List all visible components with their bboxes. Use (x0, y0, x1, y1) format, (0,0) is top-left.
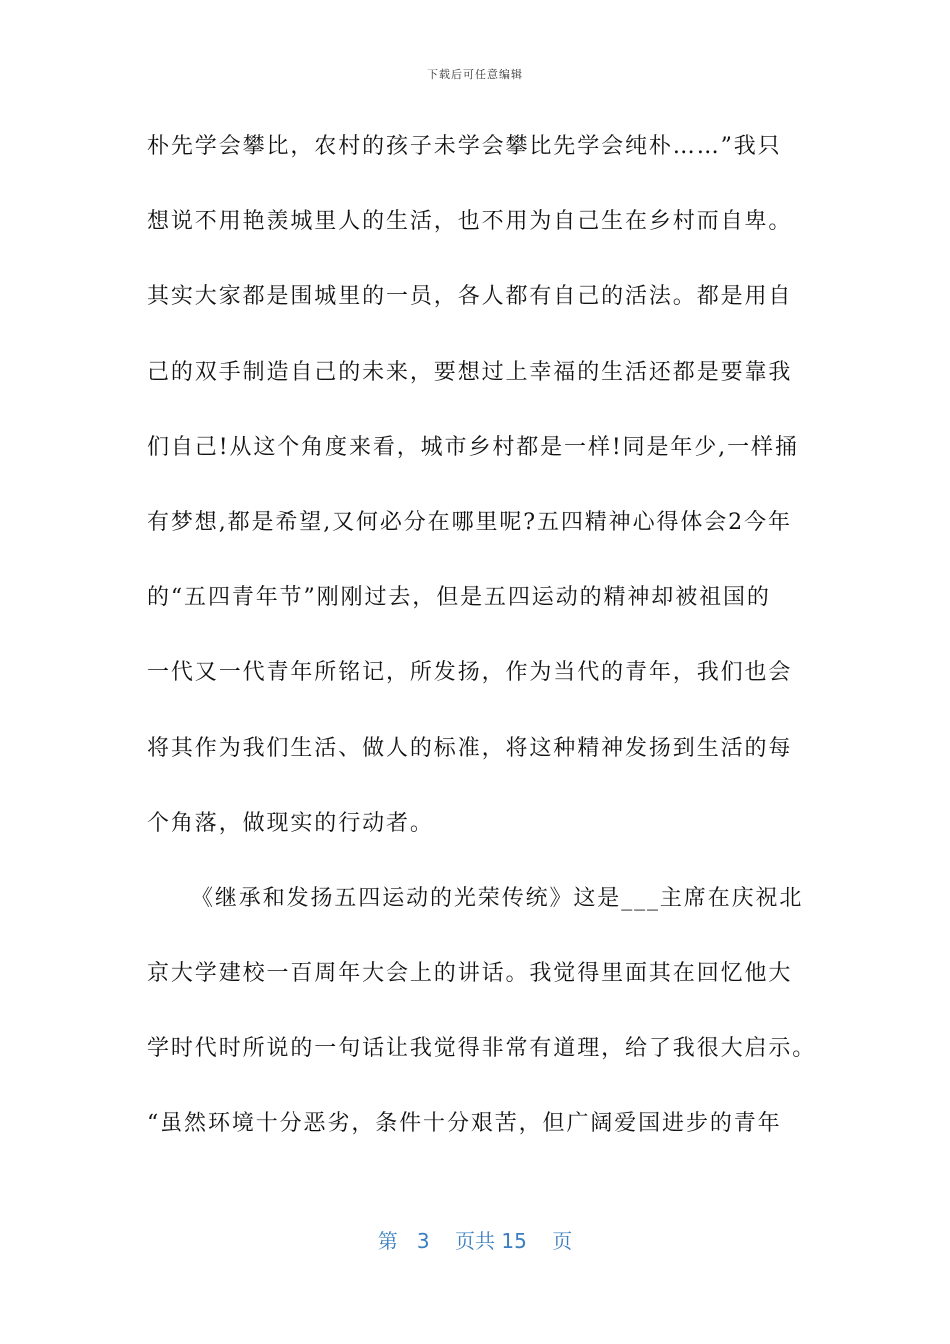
text-line: 有梦想,都是希望,又何必分在哪里呢?五四精神心得体会2今年 (147, 509, 792, 535)
text-line: 一代又一代青年所铭记，所发扬，作为当代的青年，我们也会 (147, 660, 793, 686)
text-line: 个角落，做现实的行动者。 (147, 810, 434, 836)
text-line: 学时代时所说的一句话让我觉得非常有道理，给了我很大启示。 (147, 1036, 817, 1062)
paragraph-start-line: 《继承和发扬五四运动的光荣传统》这是___主席在庆祝北 (191, 885, 804, 911)
text-line: “虽然环境十分恶劣，条件十分艰苦，但广阔爱国进步的青年 (147, 1111, 782, 1137)
text-line: 想说不用艳羡城里人的生活，也不用为自己生在乡村而自卑。 (147, 209, 793, 235)
document-body (147, 122, 815, 1175)
text-line: 朴先学会攀比，农村的孩子未学会攀比先学会纯朴……”我只 (147, 134, 782, 159)
page-header-note: 下载后可任意编辑 (427, 68, 523, 81)
text-line: 京大学建校一百周年大会上的讲话。我觉得里面其在回忆他大 (147, 961, 793, 987)
text-line: 将其作为我们生活、做人的标准，将这种精神发扬到生活的每 (147, 735, 793, 761)
page-footer (0, 1225, 950, 1254)
total-pages-number: 15 (501, 1229, 527, 1253)
text-line: 其实大家都是围城里的一员，各人都有自己的活法。都是用自 (147, 284, 793, 310)
current-page-number: 3 (416, 1229, 430, 1253)
text-line: 们自己!从这个角度来看，城市乡村都是一样!同是年少,一样捅 (147, 434, 799, 460)
footer-middle: 页共 (455, 1229, 495, 1253)
text-line: 己的双手制造自己的未来，要想过上幸福的生活还都是要靠我 (147, 359, 793, 385)
footer-suffix: 页 (552, 1229, 573, 1253)
text-line: 的“五四青年节”刚刚过去，但是五四运动的精神却被祖国的 (147, 585, 771, 611)
footer-prefix: 第 (377, 1229, 398, 1253)
